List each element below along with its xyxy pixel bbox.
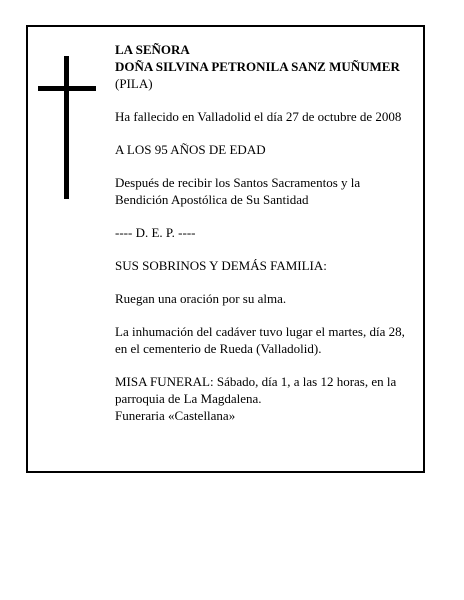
mass-line-1: MISA FUNERAL: Sábado, día 1, a las 12 horas, en la: [115, 374, 397, 389]
age-statement: A LOS 95 AÑOS DE EDAD: [115, 142, 266, 157]
deceased-header: [115, 41, 420, 92]
title-line: LA SEÑORA: [115, 42, 190, 57]
notice-content: [115, 41, 420, 440]
burial-line-1: La inhumación del cadáver tuvo lugar el martes, día 28,: [115, 324, 405, 339]
death-statement: Ha fallecido en Valladolid el día 27 de octubre de 2008: [115, 109, 402, 124]
sacraments-statement: [115, 174, 420, 208]
deceased-name: DOÑA SILVINA PETRONILA SANZ MUÑUMER: [115, 59, 400, 74]
burial-statement: [115, 323, 420, 357]
prayer-request: Ruegan una oración por su alma.: [115, 291, 287, 306]
mass-statement: [115, 373, 420, 424]
deceased-nickname: (PILA): [115, 76, 153, 91]
latin-cross-icon: [38, 56, 98, 199]
funeral-home: Funeraria «Castellana»: [115, 408, 236, 423]
mass-line-2: parroquia de La Magdalena.: [115, 391, 262, 406]
burial-line-2: en el cementerio de Rueda (Valladolid).: [115, 341, 322, 356]
family-line: SUS SOBRINOS Y DEMÁS FAMILIA:: [115, 258, 327, 273]
sacraments-line-2: Bendición Apostólica de Su Santidad: [115, 192, 309, 207]
obituary-notice: [26, 25, 425, 473]
sacraments-line-1: Después de recibir los Santos Sacramentos y la: [115, 175, 361, 190]
rip-line: ---- D. E. P. ----: [115, 225, 196, 240]
